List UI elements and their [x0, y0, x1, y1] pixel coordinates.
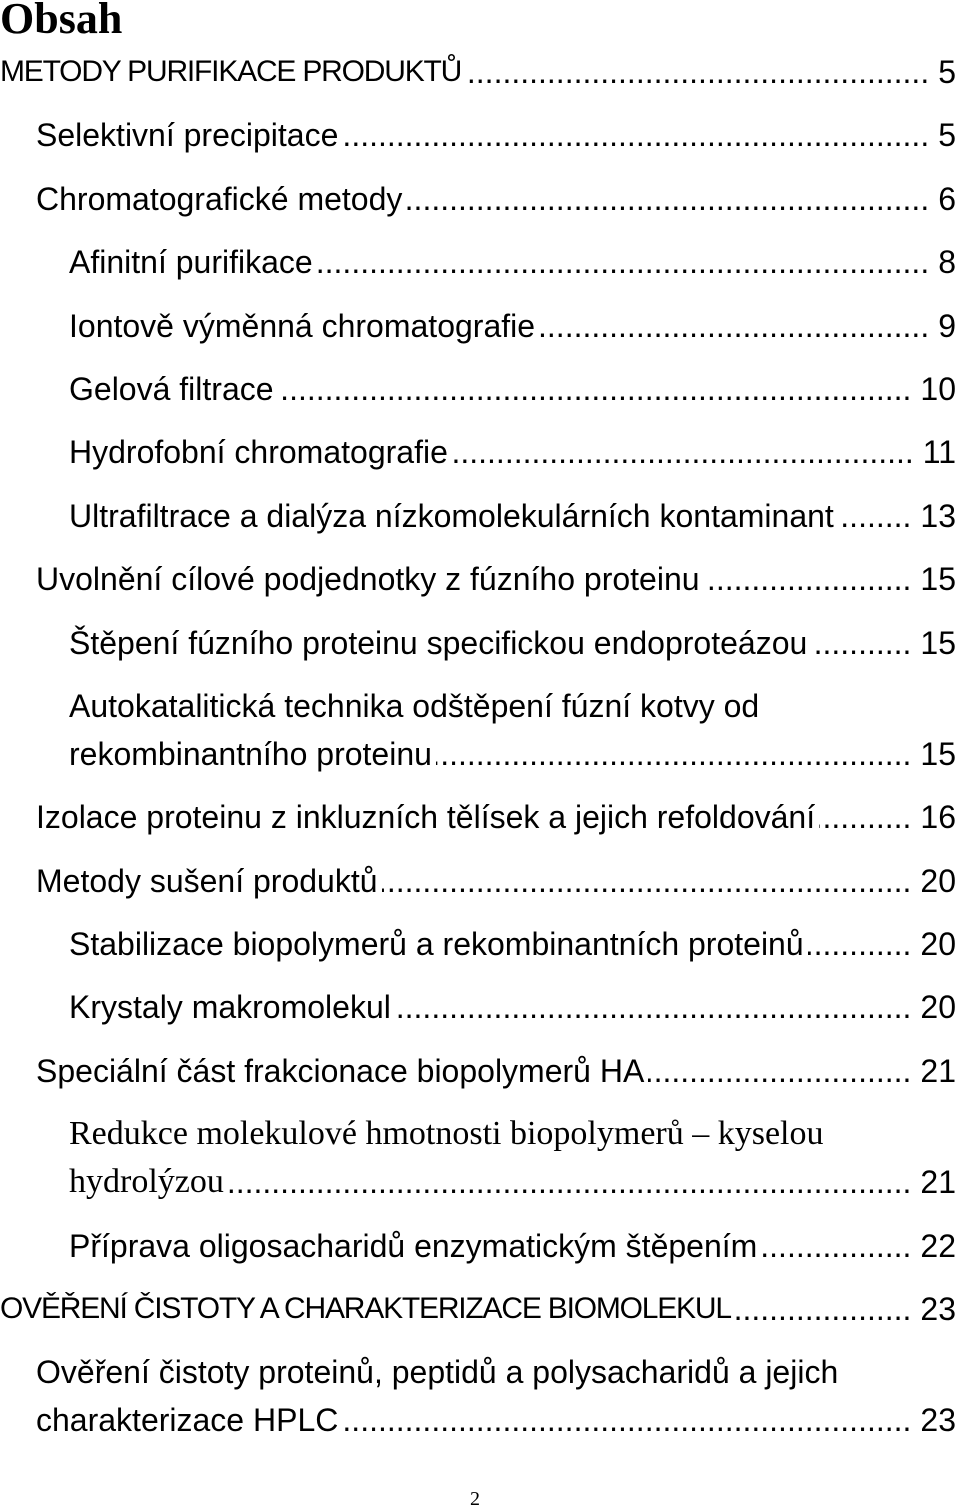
toc-entry-title: Speciální část frakcionace biopolymerů HA	[36, 1052, 645, 1089]
toc-page-number: 9	[938, 307, 956, 344]
toc-entry-title-line-1: Autokatalitická technika odštěpení fúzní kotvy od	[69, 687, 760, 724]
toc-subsection[interactable]	[0, 302, 956, 350]
toc-entry-title: Chromatografické metody	[36, 180, 403, 217]
dot-leader	[838, 492, 912, 540]
toc-page-number: 21	[920, 1164, 956, 1201]
toc-page-number: 15	[920, 624, 956, 661]
toc-page-number: 6	[938, 180, 956, 217]
toc-page-number: 10	[920, 370, 956, 407]
toc-section[interactable]	[0, 1348, 956, 1444]
toc-entry-line	[69, 920, 956, 968]
toc-page-number: 21	[920, 1052, 956, 1089]
dot-leader	[406, 175, 929, 223]
toc-subsection[interactable]	[0, 238, 956, 286]
toc-entry-title: Gelová filtrace	[69, 370, 274, 407]
toc-entry-title: Iontově výměnná chromatografie	[69, 307, 536, 344]
toc-section[interactable]	[0, 555, 956, 603]
toc-entry-line	[69, 730, 956, 778]
toc-entry-line	[36, 111, 956, 159]
toc-entry-line	[69, 1158, 956, 1206]
toc-section[interactable]	[0, 175, 956, 223]
toc-entry-title: Selektivní precipitace	[36, 117, 339, 154]
toc-entry-title-line-1: Ověření čistoty proteinů, peptidů a polysacharidů a jejich	[36, 1354, 839, 1391]
toc-section[interactable]	[0, 857, 956, 905]
toc-entry-line	[36, 857, 956, 905]
table-of-contents	[0, 48, 956, 1460]
page-number: 2	[470, 1488, 480, 1509]
toc-chapter[interactable]	[0, 1285, 956, 1333]
dot-leader	[704, 555, 912, 603]
toc-entry-title: Metody sušení produktů	[36, 862, 378, 899]
toc-section[interactable]	[0, 111, 956, 159]
toc-section[interactable]	[0, 793, 956, 841]
toc-entry-title: METODY PURIFIKACE PRODUKTŮ	[0, 55, 462, 88]
toc-chapter[interactable]	[0, 48, 956, 96]
toc-entry-title: Příprava oligosacharidů enzymatickým štěpením	[69, 1227, 758, 1264]
toc-entry-title-line-2: hydrolýzou	[69, 1163, 224, 1201]
toc-subsection[interactable]	[0, 682, 956, 778]
toc-entry-line	[36, 555, 956, 603]
toc-entry-line	[69, 492, 956, 540]
toc-page-number: 13	[920, 497, 956, 534]
toc-page-number: 23	[920, 1402, 956, 1439]
dot-leader	[317, 238, 930, 286]
toc-subsection[interactable]	[0, 428, 956, 476]
toc-entry-line	[69, 428, 956, 476]
dot-leader	[342, 1396, 911, 1444]
toc-entry-line	[69, 1222, 956, 1270]
toc-page-number: 5	[938, 54, 956, 90]
dot-leader	[228, 1158, 912, 1206]
toc-subsection[interactable]	[0, 619, 956, 667]
toc-entry-title: Izolace proteinu z inkluzních tělísek a jejich refoldování	[36, 799, 816, 836]
toc-entry-line	[69, 619, 956, 667]
toc-page-number: 5	[938, 117, 956, 154]
toc-entry-title: Hydrofobní chromatografie	[69, 434, 448, 471]
dot-leader	[452, 428, 914, 476]
toc-page-number: 8	[938, 244, 956, 281]
toc-page-number: 16	[920, 799, 956, 836]
toc-entry-title: Štěpení fúzního proteinu specifickou endoproteázou	[69, 624, 808, 661]
dot-leader	[278, 365, 912, 413]
toc-subsection[interactable]	[0, 983, 956, 1031]
dot-leader	[761, 1222, 911, 1270]
toc-page-number: 15	[920, 735, 956, 772]
toc-entry-title-line-2: charakterizace HPLC	[36, 1402, 339, 1439]
toc-entry-line	[69, 302, 956, 350]
toc-entry-line	[36, 1047, 956, 1095]
toc-entry-title: OVĚŘENÍ ČISTOTY A CHARAKTERIZACE BIOMOLEKUL	[0, 1292, 731, 1326]
toc-entry-line	[69, 983, 956, 1031]
toc-entry-line	[0, 48, 956, 96]
dot-leader	[539, 302, 929, 350]
toc-subsection[interactable]	[0, 1222, 956, 1270]
dot-leader	[436, 730, 912, 778]
dot-leader	[735, 1285, 912, 1333]
toc-page-number: 20	[920, 926, 956, 963]
toc-page-number: 20	[920, 862, 956, 899]
toc-section[interactable]	[0, 1047, 956, 1095]
toc-entry-line	[69, 365, 956, 413]
dot-leader	[648, 1047, 911, 1095]
toc-subsection[interactable]	[0, 365, 956, 413]
toc-entry-title: Krystaly makromolekul	[69, 989, 391, 1026]
toc-page-number: 20	[920, 989, 956, 1026]
dot-leader	[808, 920, 912, 968]
toc-entry-title: Stabilizace biopolymerů a rekombinantních proteinů	[69, 926, 804, 963]
dot-leader	[342, 111, 929, 159]
toc-page-number: 22	[920, 1227, 956, 1264]
dot-leader	[811, 619, 911, 667]
toc-entry-title: Ultrafiltrace a dialýza nízkomolekulárních kontaminant	[69, 497, 834, 534]
dot-leader	[382, 857, 912, 905]
toc-page-number: 11	[922, 434, 956, 471]
dot-leader	[465, 48, 929, 96]
toc-entry-line	[69, 238, 956, 286]
toc-entry-title: Afinitní purifikace	[69, 244, 313, 281]
toc-entry-line	[36, 1396, 956, 1444]
toc-entry-line	[0, 1285, 956, 1333]
toc-page-number: 23	[920, 1291, 956, 1328]
toc-page-number: 15	[920, 561, 956, 598]
toc-entry-line	[36, 793, 956, 841]
dot-leader	[819, 793, 911, 841]
toc-heading: Obsah	[0, 0, 123, 43]
toc-subsection[interactable]	[0, 920, 956, 968]
toc-entry-title: Uvolnění cílové podjednotky z fúzního proteinu	[36, 561, 700, 598]
toc-subsection[interactable]	[0, 492, 956, 540]
dot-leader	[395, 983, 912, 1031]
toc-subsection[interactable]	[0, 1110, 956, 1206]
toc-entry-title-line-1: Redukce molekulové hmotnosti biopolymerů – kyselou	[69, 1115, 824, 1153]
toc-entry-title-line-2: rekombinantního proteinu	[69, 735, 432, 772]
toc-entry-line	[36, 175, 956, 223]
